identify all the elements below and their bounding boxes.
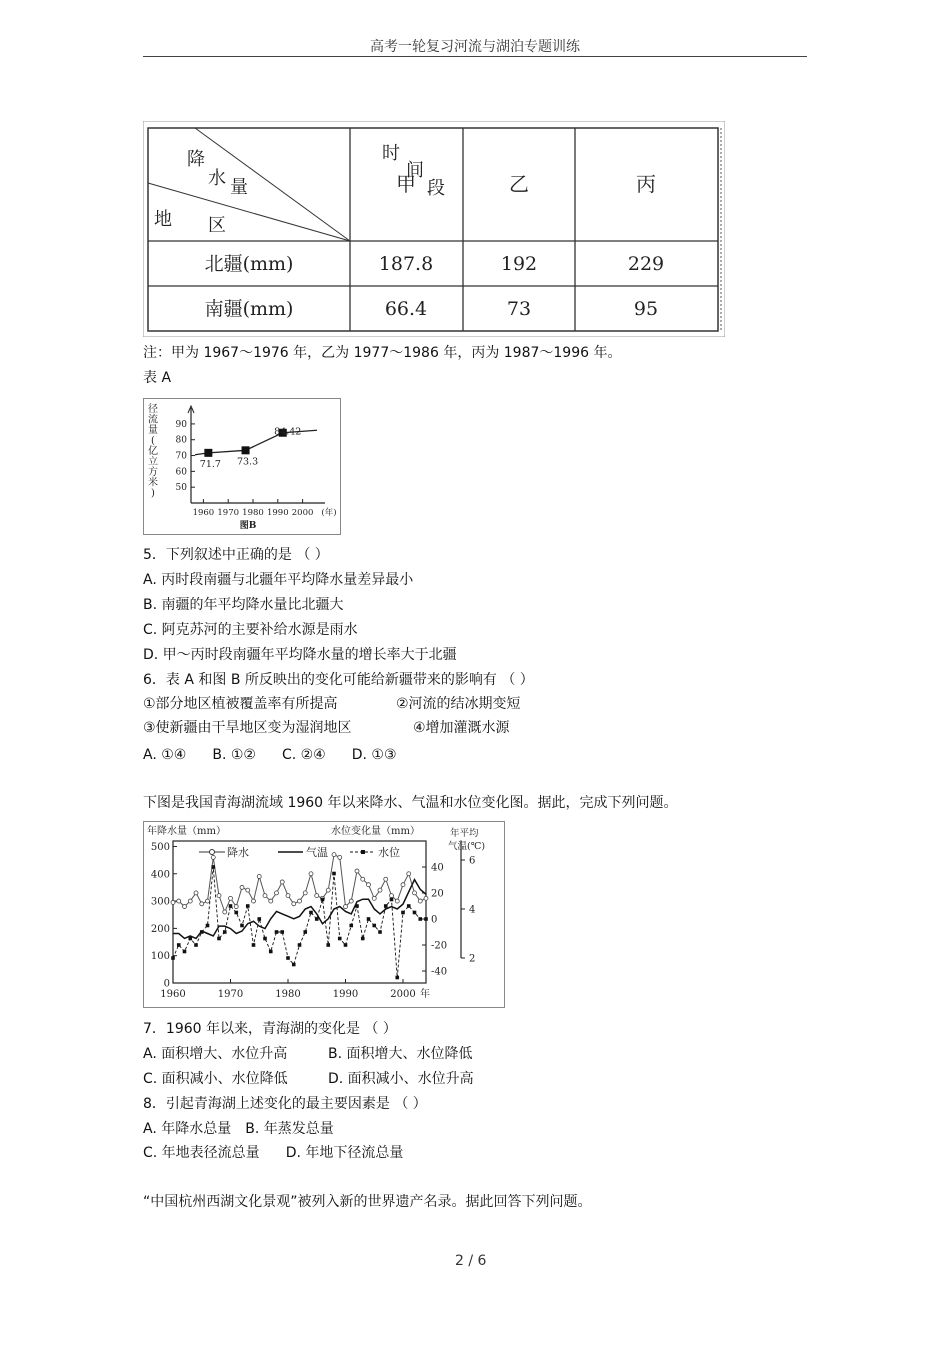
fig-b-y-label-char: 量: [148, 425, 158, 436]
q6-stem: 6．表 A 和图 B 所反映出的变化可能给新疆带来的影响有 （ ）: [143, 672, 534, 688]
lake-level-point: [321, 898, 325, 902]
lake-precip-point: [361, 877, 365, 881]
q8-option-a: A. 年降水总量: [143, 1121, 232, 1137]
lake-precip-point: [183, 905, 187, 909]
lake-level-point: [384, 904, 388, 908]
lake-left-tick-label: 400: [150, 869, 170, 881]
table-corner-time-char: 间: [406, 160, 424, 181]
lake-left-tick-label: 200: [150, 923, 170, 935]
q7-option-c: C. 面积减小、水位降低: [143, 1071, 288, 1087]
fig-b-y-tick-label: 70: [175, 451, 187, 462]
q6-options: [143, 746, 397, 764]
lake-level-point: [211, 865, 215, 869]
lake-left-tick-label: 100: [150, 951, 170, 963]
lake-precip-point: [200, 902, 204, 906]
table-a-note: 注：甲为 1967～1976 年，乙为 1977～1986 年，丙为 1987～1996 年。: [143, 345, 622, 361]
table-column-header: 甲: [396, 172, 416, 196]
table-column-header: 丙: [636, 172, 656, 196]
table-row-label: 南疆(mm): [204, 298, 294, 320]
fig-b-data-point: [204, 449, 212, 457]
lake-precip-point: [263, 894, 267, 898]
lake-level-point: [413, 911, 417, 915]
lake-left-axis-label: 年降水量（mm）: [147, 826, 226, 837]
lake-level-point: [418, 917, 422, 921]
table-cell-value: 73: [506, 298, 532, 320]
lake-level-point: [390, 898, 394, 902]
lake-precip-point: [303, 891, 307, 895]
lake-precip-point: [229, 896, 233, 900]
lake-level-point: [361, 937, 365, 941]
q8-stem: 8．引起青海湖上述变化的最主要因素是 （ ）: [143, 1096, 427, 1112]
lake-level-point: [275, 930, 279, 934]
lake-precip-point: [338, 855, 342, 859]
lake-temp-tick-label: 6: [469, 855, 476, 867]
q8-option-d: D. 年地下径流总量: [285, 1145, 404, 1161]
table-cell-value: 66.4: [384, 298, 428, 320]
fig-b-y-tick-label: 80: [175, 435, 187, 446]
lake-legend-precip-marker: [210, 850, 215, 855]
lake-precip-point: [367, 883, 371, 887]
fig-b-data-point: [242, 446, 250, 454]
lake-level-point: [234, 911, 238, 915]
lake-level-point: [269, 950, 273, 954]
lake-level-point: [171, 956, 175, 960]
lake-precip-point: [292, 902, 296, 906]
lake-legend-level-label: 水位: [378, 846, 400, 859]
fig-b-x-tick-label: 1980: [242, 508, 264, 518]
lake-level-point: [246, 904, 250, 908]
lake-level-point: [355, 904, 359, 908]
lake-level-point: [286, 956, 290, 960]
table-cell-value: 187.8: [378, 253, 434, 275]
fig-b-y-tick-label: 60: [175, 467, 187, 478]
lake-level-point: [407, 904, 411, 908]
lake-level-point: [344, 943, 348, 947]
lake-x-label: 年: [420, 989, 430, 1000]
lake-precip-point: [223, 910, 227, 914]
lake-temp-axis-label-2: 气温(℃): [448, 841, 486, 852]
lake-precip-point: [378, 888, 382, 892]
lake-level-point: [372, 924, 376, 928]
lake-right-axis-label: 水位变化量（mm）: [331, 826, 420, 837]
fig-b-x-tick-label: 1990: [266, 508, 289, 518]
lake-temp-tick-label: 4: [469, 904, 476, 916]
fig-b-y-label-char: 亿: [148, 446, 158, 457]
lake-left-tick-label: 0: [163, 978, 170, 990]
lake-precip-point: [401, 883, 405, 887]
lake-precip-point: [206, 899, 210, 903]
lake-level-point: [298, 943, 302, 947]
lake-level-point: [177, 943, 181, 947]
fig-b-x-tick-label: 2000: [291, 508, 314, 518]
lake-level-point: [309, 911, 313, 915]
lake-level-point: [395, 976, 399, 980]
lake-precip-point: [309, 872, 313, 876]
table-a-caption: 表 A: [143, 370, 172, 386]
lake-level-point: [401, 911, 405, 915]
lake-x-tick-label: 2000: [390, 989, 416, 1000]
q5-option-d: D. 甲～丙时段南疆年平均降水量的增长率大于北疆: [143, 647, 457, 663]
q7-option-a: A. 面积增大、水位升高: [143, 1046, 288, 1062]
lake-precip-point: [188, 899, 192, 903]
lake-level-point: [332, 872, 336, 876]
lake-precip-point: [171, 900, 175, 904]
q6-item-2: ②河流的结冰期变短: [396, 696, 521, 712]
fig-b-y-label-char: 流: [148, 414, 158, 426]
lake-precip-point: [395, 899, 399, 903]
lake-precip-point: [240, 885, 244, 889]
fig-b-y-label-char: 米: [148, 477, 158, 489]
lake-precip-point: [269, 899, 273, 903]
q6-item-3: ③使新疆由干旱地区变为湿润地区: [143, 720, 352, 736]
page-header-title: 高考一轮复习河流与湖泊专题训练: [370, 39, 580, 55]
page-number: 2 / 6: [455, 1253, 487, 1269]
lake-right-tick-label: 40: [431, 862, 444, 874]
lake-precip-point: [355, 869, 359, 873]
lake-precip-point: [332, 853, 336, 857]
q6-option-c: C. ②④: [281, 747, 326, 763]
table-corner-region-char: 地: [154, 209, 172, 230]
q6-option-b: B. ①②: [212, 747, 256, 763]
lake-level-point: [229, 904, 233, 908]
lake-precip-point: [384, 877, 388, 881]
lake-level-point: [326, 943, 330, 947]
q6-option-d: D. ①③: [351, 747, 397, 763]
table-cell-value: 192: [500, 253, 538, 275]
qinghai-lake-intro: 下图是我国青海湖流域 1960 年以来降水、气温和水位变化图。据此，完成下列问题。: [143, 795, 678, 811]
q6-item-4: ④增加灌溉水源: [413, 720, 510, 736]
table-cell-value: 229: [627, 253, 665, 275]
lake-precip-point: [194, 891, 198, 895]
table-corner-precip-char: 量: [230, 177, 248, 198]
fig-b-y-label-char: 立: [148, 456, 158, 468]
lake-level-point: [200, 930, 204, 934]
lake-level-point: [349, 924, 353, 928]
q8-options-row1: [143, 1120, 334, 1138]
fig-b-x-tick-label: 1960: [192, 508, 215, 518]
q5-option-b: B. 南疆的年平均降水量比北疆大: [143, 597, 344, 613]
lake-legend-level-marker: [361, 850, 365, 854]
lake-x-tick-label: 1970: [217, 989, 244, 1000]
lake-right-tick-label: -20: [431, 940, 448, 952]
lake-precip-point: [257, 875, 261, 879]
q8-option-b: B. 年蒸发总量: [245, 1121, 334, 1137]
lake-precip-point: [286, 894, 290, 898]
fig-b-y-tick-label: 50: [175, 483, 187, 494]
lake-precip-point: [211, 855, 215, 859]
table-row-label: 北疆(mm): [204, 253, 294, 275]
lake-precip-point: [413, 891, 417, 895]
lake-precip-point: [234, 905, 238, 909]
lake-right-tick-label: -40: [431, 966, 448, 978]
lake-x-tick-label: 1980: [275, 989, 301, 1000]
q5-stem: 5．下列叙述中正确的是 （ ）: [143, 547, 329, 563]
lake-level-point: [263, 937, 267, 941]
q7-stem: 7．1960 年以来，青海湖的变化是 （ ）: [143, 1021, 397, 1037]
lake-level-point: [292, 963, 296, 967]
lake-level-point: [240, 924, 244, 928]
qinghai-lake-chart: [143, 821, 505, 1008]
header-divider: [143, 56, 807, 57]
lake-level-point: [194, 943, 198, 947]
table-corner-precip-char: 降: [187, 149, 205, 170]
lake-level-point: [424, 917, 428, 921]
lake-precip-point: [424, 896, 428, 900]
q5-option-a: A. 丙时段南疆与北疆年平均降水量差异最小: [143, 572, 414, 588]
q8-option-c: C. 年地表径流总量: [143, 1145, 260, 1161]
q7-option-d: D. 面积减小、水位升高: [328, 1071, 474, 1087]
fig-b-data-label: 73.3: [236, 456, 259, 468]
lake-level-point: [303, 930, 307, 934]
fig-b-x-tick-label: 1970: [217, 508, 240, 518]
lake-level-point: [280, 930, 284, 934]
lake-x-tick-label: 1960: [160, 989, 186, 1000]
lake-level-point: [378, 930, 382, 934]
table-corner-time-char: 时: [382, 143, 400, 164]
fig-b-y-label-char: (: [151, 435, 155, 447]
fig-b-y-label-char: 径: [148, 404, 158, 415]
west-lake-intro: “中国杭州西湖文化景观”被列入新的世界遗产名录。据此回答下列问题。: [143, 1194, 592, 1210]
lake-left-tick-label: 500: [150, 841, 170, 853]
lake-x-tick-label: 1990: [332, 989, 359, 1000]
fig-b-data-label: 84.42: [274, 426, 302, 438]
lake-temp-tick-label: 2: [469, 953, 476, 965]
lake-precip-point: [252, 899, 256, 903]
lake-precip-point: [418, 899, 422, 903]
lake-level-point: [223, 930, 227, 934]
table-corner-precip-char: 水: [208, 168, 226, 189]
lake-precip-point: [246, 888, 250, 892]
lake-precip-point: [177, 899, 181, 903]
table-a: [143, 121, 725, 337]
lake-precip-point: [280, 880, 284, 884]
lake-temp-axis-label-1: 年平均: [450, 828, 479, 839]
q8-options-row2: [143, 1144, 403, 1162]
lake-legend-temp-label: 气温: [306, 846, 328, 859]
fig-b-x-label: (年): [321, 508, 337, 518]
lake-precip-point: [326, 888, 330, 892]
q7-option-b: B. 面积增大、水位降低: [328, 1046, 473, 1062]
fig-b-y-tick-label: 90: [175, 419, 187, 430]
q6-item-1: ①部分地区植被覆盖率有所提高: [143, 696, 338, 712]
fig-b-data-label: 71.7: [199, 458, 221, 470]
lake-precip-point: [315, 894, 319, 898]
lake-level-point: [338, 937, 342, 941]
lake-level-point: [188, 937, 192, 941]
lake-left-tick-label: 300: [150, 896, 170, 908]
lake-level-point: [252, 943, 256, 947]
fig-b-y-label-char: ): [151, 488, 155, 499]
table-cell-value: 95: [633, 298, 659, 320]
lake-precip-point: [344, 905, 348, 909]
lake-level-point: [217, 937, 221, 941]
lake-precip-point: [372, 896, 376, 900]
q6-option-a: A. ①④: [143, 747, 187, 763]
lake-level-point: [257, 917, 261, 921]
lake-precip-point: [275, 891, 279, 895]
fig-b-caption: 图B: [239, 521, 257, 531]
lake-precip-point: [390, 894, 394, 898]
lake-precip-point: [217, 894, 221, 898]
fig-b-y-label-char: 方: [148, 467, 158, 478]
lake-right-tick-label: 0: [431, 914, 438, 926]
lake-level-point: [206, 924, 210, 928]
q5-option-c: C. 阿克苏河的主要补给水源是雨水: [143, 622, 358, 638]
lake-precip-point: [298, 899, 302, 903]
lake-precip-point: [407, 872, 411, 876]
table-column-header: 乙: [509, 172, 529, 196]
lake-precip-point: [349, 899, 353, 903]
lake-right-tick-label: 20: [431, 888, 444, 900]
table-corner-region-char: 区: [208, 215, 226, 236]
lake-level-point: [315, 917, 319, 921]
table-corner-time-char: 段: [427, 178, 445, 199]
lake-level-point: [367, 917, 371, 921]
lake-level-point: [183, 950, 187, 954]
lake-legend-precip-label: 降水: [227, 846, 249, 859]
figure-b-runoff-chart: [143, 398, 341, 535]
